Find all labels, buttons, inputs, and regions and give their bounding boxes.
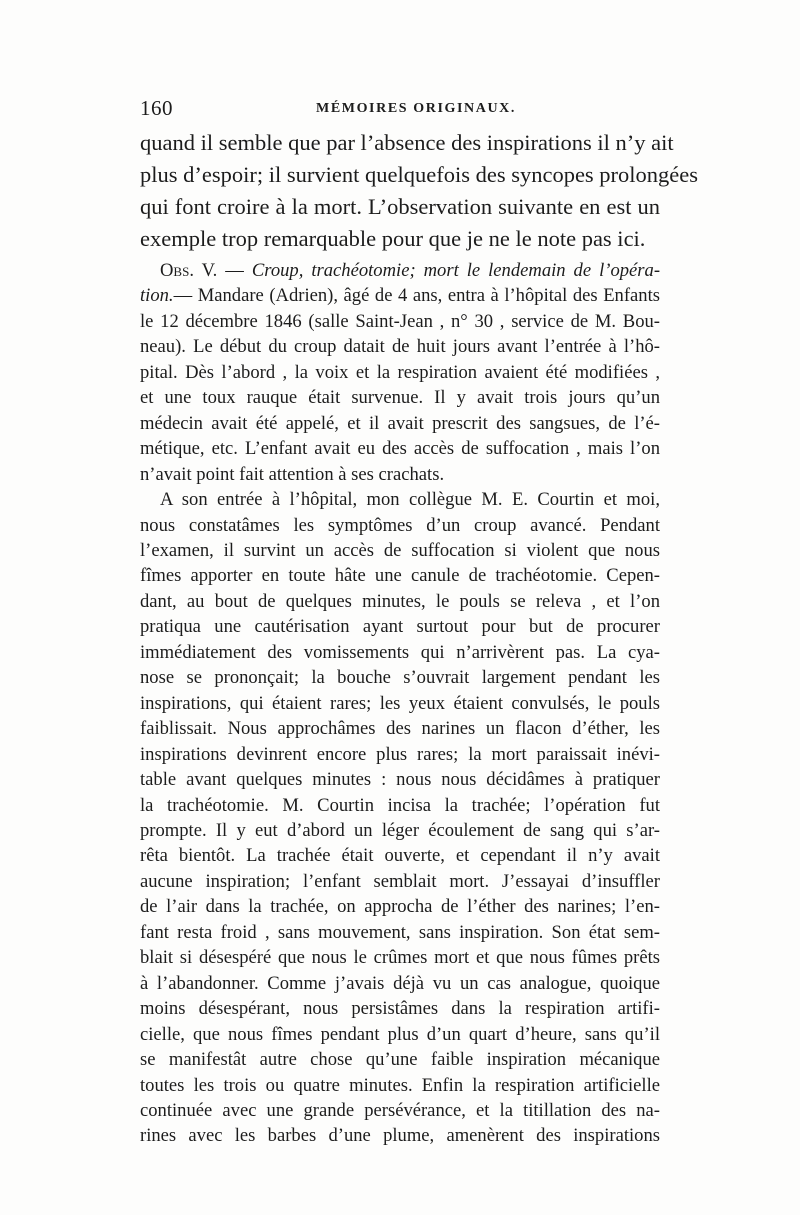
- text-line: dant, au bout de quelques minutes, le pouls se releva , et l’on: [140, 590, 660, 612]
- text-line: fant resta froid , sans mouvement, sans inspiration. Son état sem-: [140, 921, 660, 943]
- page-header: [140, 96, 660, 126]
- running-title: MÉMOIRES ORIGINAUX.: [316, 101, 516, 116]
- text-line: table avant quelques minutes : nous nous décidâmes à pratiquer: [140, 769, 660, 791]
- text-line: inspirations devinrent encore plus rares; la mort paraissait inévi-: [140, 743, 660, 765]
- text-line: pratiqua une cautérisation ayant surtout pour but de procurer: [140, 616, 660, 638]
- text-line: exemple trop remarquable pour que je ne le note pas ici.: [140, 226, 646, 251]
- text-line: quand il semble que par l’absence des inspirations il n’y ait: [140, 130, 674, 155]
- intro-paragraph: [140, 127, 699, 255]
- text-line: pital. Dès l’abord , la voix et la respiration avaient été modifiées ,: [140, 361, 660, 383]
- text-line: l’examen, il survint un accès de suffocation si violent que nous: [140, 539, 660, 561]
- page-number: 160: [140, 96, 173, 120]
- text-line: continuée avec une grande persévérance, et la titillation des na-: [140, 1099, 660, 1121]
- text-line: prompte. Il y eut d’abord un léger écoulement de sang qui s’ar-: [140, 819, 660, 841]
- text-line: immédiatement des vomissements qui n’arrivèrent pas. La cya-: [140, 641, 660, 663]
- observation-label: Obs. V.: [160, 260, 218, 281]
- text-line: cielle, que nous fîmes pendant plus d’un quart d’heure, sans qu’il: [140, 1023, 660, 1045]
- text-line: et une toux rauque était survenue. Il y avait trois jours qu’un: [140, 387, 660, 409]
- text-line: le 12 décembre 1846 (salle Saint-Jean , n° 30 , service de M. Bou-: [140, 310, 660, 332]
- text-line: plus d’espoir; il survient quelquefois des syncopes prolongées: [140, 162, 699, 187]
- text-line: A son entrée à l’hôpital, mon collègue M. E. Courtin et moi,: [160, 489, 660, 511]
- observation-title: Croup, trachéotomie; mort le lendemain de l’opéra-: [251, 260, 661, 281]
- paragraph-2: [140, 487, 660, 1149]
- text-line: nose se prononçait; la bouche s’ouvrait largement pendant les: [140, 667, 660, 689]
- text-line: toutes les trois ou quatre minutes. Enfin la respiration artificielle: [140, 1074, 660, 1096]
- text-line: aucune inspiration; l’enfant semblait mort. J’essayai d’insuffler: [140, 870, 660, 892]
- text-line: qui font croire à la mort. L’observation suivante en est un: [140, 194, 660, 219]
- text-line: inspirations, qui étaient rares; les yeux étaient convulsés, le pouls: [140, 692, 660, 714]
- text-line: n’avait point fait attention à ses crachats.: [140, 463, 445, 485]
- text-line: rêta bientôt. La trachée était ouverte, et cependant il n’y avait: [140, 845, 660, 867]
- text-line: de l’air dans la trachée, on approcha de l’éther des narines; l’en-: [140, 896, 660, 918]
- observation-heading-line: [140, 258, 660, 283]
- text-line: nous constatâmes les symptômes d’un croup avancé. Pendant: [140, 514, 660, 536]
- body-text: [140, 258, 660, 1149]
- observation-intro: — Mandare (Adrien), âgé de 4 ans, entra à l’hôpital des Enfants: [173, 285, 660, 307]
- text-line: à l’abandonner. Comme j’avais déjà vu un cas analogue, quoique: [140, 972, 660, 994]
- text-line: fîmes apporter en toute hâte une canule de trachéotomie. Cepen-: [140, 565, 660, 587]
- observation-dash: —: [217, 260, 252, 281]
- text-line: rines avec les barbes d’une plume, amenèrent des inspirations: [140, 1125, 660, 1147]
- observation-title-end: tion.: [140, 285, 174, 307]
- observation-paragraph: [140, 258, 660, 487]
- text-line: métique, etc. L’enfant avait eu des accès de suffocation , mais l’on: [140, 438, 660, 460]
- text-line: moins désespérant, nous persistâmes dans la respiration artifi-: [140, 998, 660, 1020]
- observation-title-line: [140, 283, 660, 308]
- text-line: médecin avait été appelé, et il avait prescrit des sangsues, de l’é-: [140, 412, 660, 434]
- text-line: la trachéotomie. M. Courtin incisa la trachée; l’opération fut: [140, 794, 660, 816]
- text-line: se manifestât autre chose qu’une faible inspiration mécanique: [140, 1049, 660, 1071]
- text-line: blait si désespéré que nous le crûmes mort et que nous fûmes prêts: [140, 947, 660, 969]
- text-line: faiblissait. Nous approchâmes des narines un flacon d’éther, les: [140, 718, 660, 740]
- text-line: neau). Le début du croup datait de huit jours avant l’entrée à l’hô-: [140, 336, 660, 358]
